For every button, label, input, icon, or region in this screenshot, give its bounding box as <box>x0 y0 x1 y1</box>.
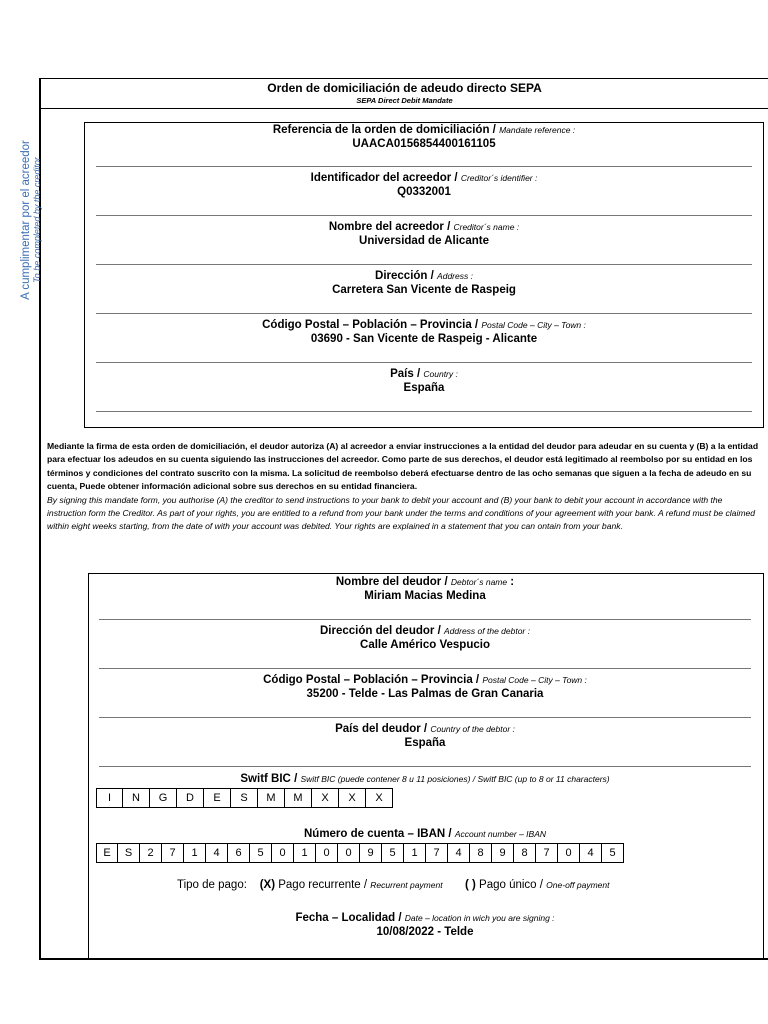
iban-char-cell: 4 <box>580 843 602 863</box>
mandate-reference-value: UAACA0156854400161105 <box>352 138 496 150</box>
bic-char-cell: N <box>123 788 150 808</box>
payment-type-label: Tipo de pago: <box>177 879 247 891</box>
bic-char-cell: S <box>231 788 258 808</box>
creditor-name-value: Universidad de Alicante <box>359 235 489 247</box>
debtor-country-value: España <box>404 737 446 749</box>
payment-type-row: Tipo de pago: (X) Pago recurrente / Recurrent payment ( ) Pago único / One-off payment <box>177 879 610 891</box>
debtor-country-label: País del deudor / Country of the debtor : <box>335 723 515 735</box>
iban-char-cell: 5 <box>250 843 272 863</box>
creditor-identifier-label: Identificador del acreedor / Creditor´s identifier : <box>310 172 538 184</box>
creditor-identifier-value: Q0332001 <box>397 186 451 198</box>
debtor-name-value: Miriam Macias Medina <box>364 590 486 602</box>
form-header <box>41 78 768 109</box>
iban-char-cell: 5 <box>382 843 404 863</box>
bic-char-cell: D <box>177 788 204 808</box>
creditor-address-label: Dirección / Address : <box>375 270 473 282</box>
date-location-value: 10/08/2022 - Telde <box>376 926 474 938</box>
iban-char-cell: 7 <box>536 843 558 863</box>
creditor-identifier-field <box>96 172 752 198</box>
recurrent-label-en: Recurrent payment <box>370 880 443 890</box>
iban-char-cell: 1 <box>184 843 206 863</box>
iban-char-cell: S <box>118 843 140 863</box>
iban-cells <box>96 843 624 863</box>
iban-char-cell: 0 <box>272 843 294 863</box>
creditor-country-field <box>96 368 752 394</box>
iban-char-cell: 8 <box>514 843 536 863</box>
iban-char-cell: 2 <box>140 843 162 863</box>
separator <box>99 717 751 718</box>
iban-char-cell: 9 <box>492 843 514 863</box>
date-location-field <box>99 912 751 938</box>
separator <box>99 766 751 767</box>
legal-text <box>47 440 763 534</box>
iban-char-cell: 7 <box>426 843 448 863</box>
bic-char-cell: X <box>366 788 393 808</box>
oneoff-label-en: One-off payment <box>546 880 610 890</box>
form-subtitle: SEPA Direct Debit Mandate <box>356 96 453 105</box>
bic-char-cell: X <box>312 788 339 808</box>
legal-text-en: By signing this mandate form, you authorise (A) the creditor to send instructions to your bank to debit your account and (B) your bank to debit your account in accordance with the instruction form the Creditor. As part of your rights, you are entitled to a refund from your bank under the terms and conditions of your agreement with your bank. A refund must be claimed within eight weeks starting, from the date of with your account was debited. Your rights are explained in a statement that you can ontain from your bank. <box>47 494 756 532</box>
separator <box>96 264 752 265</box>
creditor-address-value: Carretera San Vicente de Raspeig <box>332 284 516 296</box>
debtor-address-value: Calle Américo Vespucio <box>360 639 490 651</box>
date-location-label: Fecha – Localidad / Date – location in wich you are signing : <box>295 912 555 924</box>
bic-char-cell: X <box>339 788 366 808</box>
iban-char-cell: 4 <box>206 843 228 863</box>
side-label-es: A cumplimentar por el acreedor <box>20 140 32 300</box>
creditor-address-field <box>96 270 752 296</box>
creditor-side-label <box>20 130 42 310</box>
separator <box>96 215 752 216</box>
debtor-postal-field <box>99 674 751 700</box>
iban-label: Número de cuenta – IBAN / Account number – IBAN <box>303 828 546 840</box>
debtor-country-field <box>99 723 751 749</box>
iban-char-cell: 8 <box>470 843 492 863</box>
creditor-name-field <box>96 221 752 247</box>
oneoff-checkbox[interactable]: ( ) <box>464 879 476 891</box>
oneoff-label: Pago único <box>479 879 537 891</box>
debtor-name-label: Nombre del deudor / Debtor´s name : <box>335 576 515 588</box>
legal-text-es: Mediante la firma de esta orden de domiciliación, el deudor autoriza (A) al acreedor a enviar instrucciones a la entidad del deudor para adeudar en su cuenta y (B) a la entidad para efectuar los adeudos en su cuenta siguiendo las instrucciones del acreedor. Como parte de sus derechos, el deudor está legitimado al reembolso por su entidad en los términos y condiciones del contrato suscrito con la misma. La solicitud de reembolso deberá efectuarse dentro de las ocho semanas que siguen a la fecha de adeudo en su cuenta, Puede obtener información adicional sobre sus derechos en su entidad financiera. <box>47 441 759 492</box>
separator <box>99 668 751 669</box>
bic-label: Switf BIC / Switf BIC (puede contener 8 u 11 posiciones) / Switf BIC (up to 8 or 11 characters) <box>240 773 610 785</box>
debtor-address-label: Dirección del deudor / Address of the debtor : <box>320 625 530 637</box>
separator <box>96 411 752 412</box>
iban-char-cell: 9 <box>360 843 382 863</box>
form-title: Orden de domiciliación de adeudo directo SEPA <box>267 81 542 95</box>
debtor-postal-value: 35200 - Telde - Las Palmas de Gran Canaria <box>306 688 544 700</box>
creditor-country-value: España <box>403 382 445 394</box>
iban-char-cell: 6 <box>228 843 250 863</box>
bic-char-cell: I <box>96 788 123 808</box>
iban-char-cell: 7 <box>162 843 184 863</box>
creditor-postal-field <box>96 319 752 345</box>
side-label-en: To be completed by the creditor <box>32 157 42 283</box>
recurrent-checkbox[interactable]: (X) <box>259 879 276 891</box>
creditor-name-label: Nombre del acreedor / Creditor´s name : <box>328 221 520 233</box>
separator <box>96 362 752 363</box>
iban-char-cell: 4 <box>448 843 470 863</box>
debtor-postal-label: Código Postal – Población – Provincia / Postal Code – City – Town : <box>263 674 587 686</box>
bic-char-cell: G <box>150 788 177 808</box>
iban-char-cell: 5 <box>602 843 624 863</box>
iban-char-cell: E <box>96 843 118 863</box>
iban-char-cell: 0 <box>316 843 338 863</box>
debtor-name-field <box>99 576 751 602</box>
creditor-postal-value: 03690 - San Vicente de Raspeig - Alicante <box>310 333 538 345</box>
bic-cells <box>96 788 393 808</box>
mandate-reference-label: Referencia de la orden de domiciliación / Mandate reference : <box>272 124 576 136</box>
debtor-address-field <box>99 625 751 651</box>
bic-char-cell: E <box>204 788 231 808</box>
bic-char-cell: M <box>258 788 285 808</box>
separator <box>96 166 752 167</box>
creditor-country-label: País / Country : <box>390 368 458 380</box>
creditor-postal-label: Código Postal – Población – Provincia / Postal Code – City – Town : <box>262 319 586 331</box>
bic-char-cell: M <box>285 788 312 808</box>
mandate-reference-field <box>96 124 752 150</box>
iban-char-cell: 0 <box>338 843 360 863</box>
iban-char-cell: 1 <box>294 843 316 863</box>
iban-char-cell: 1 <box>404 843 426 863</box>
separator <box>99 619 751 620</box>
recurrent-label: Pago recurrente <box>278 879 361 891</box>
separator <box>96 313 752 314</box>
iban-char-cell: 0 <box>558 843 580 863</box>
